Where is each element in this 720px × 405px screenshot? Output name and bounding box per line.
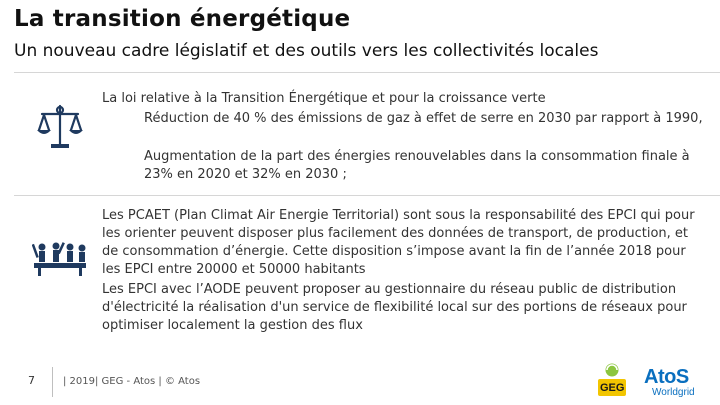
section-divider: [14, 195, 720, 196]
geg-logo-text: GEG: [600, 382, 625, 394]
atos-logo-text: AtoS: [644, 366, 689, 388]
section1-bullet-1: Réduction de 40 % des émissions de gaz à effet de serre en 2030 par rapport à 1990,: [144, 111, 703, 126]
section1-intro: La loi relative à la Transition Énergétique et pour la croissance verte: [102, 91, 546, 106]
footer-copyright: | 2019| GEG - Atos | © Atos: [63, 376, 201, 387]
footer-separator: [52, 367, 53, 397]
header-divider: [14, 72, 720, 73]
worldgrid-logo-text: Worldgrid: [652, 387, 695, 398]
section2-paragraph-2: Les EPCI avec l’AODE peuvent proposer au gestionnaire du réseau public de distribution d'électricité la réalisation d'un service de flexibilité local sur des portions de réseaux pour optimiser localement la gestion des flux: [102, 282, 687, 333]
page-title: La transition énergétique: [14, 6, 351, 32]
section1-bullet-2: Augmentation de la part des énergies renouvelables dans la consommation finale à 23% en 2020 et 32% en 2030 ;: [144, 149, 690, 182]
workers-tools-icon: [32, 238, 88, 278]
scales-of-justice-icon: [34, 100, 86, 152]
page-subtitle: Un nouveau cadre législatif et des outils vers les collectivités locales: [14, 41, 599, 61]
page-number: 7: [28, 374, 35, 387]
atos-worldgrid-logo: [644, 366, 714, 398]
section2-paragraph-1: Les PCAET (Plan Climat Air Energie Territorial) sont sous la responsabilité des EPCI qui pour les orienter peuvent disposer plus facilement des données de transport, de production, et de consommation d’énergie. Cette disposition s’impose avant la fin de l’année 2018 pour les EPCI entre 20000 et 50000 habitants: [102, 208, 695, 277]
geg-logo: [595, 362, 629, 398]
